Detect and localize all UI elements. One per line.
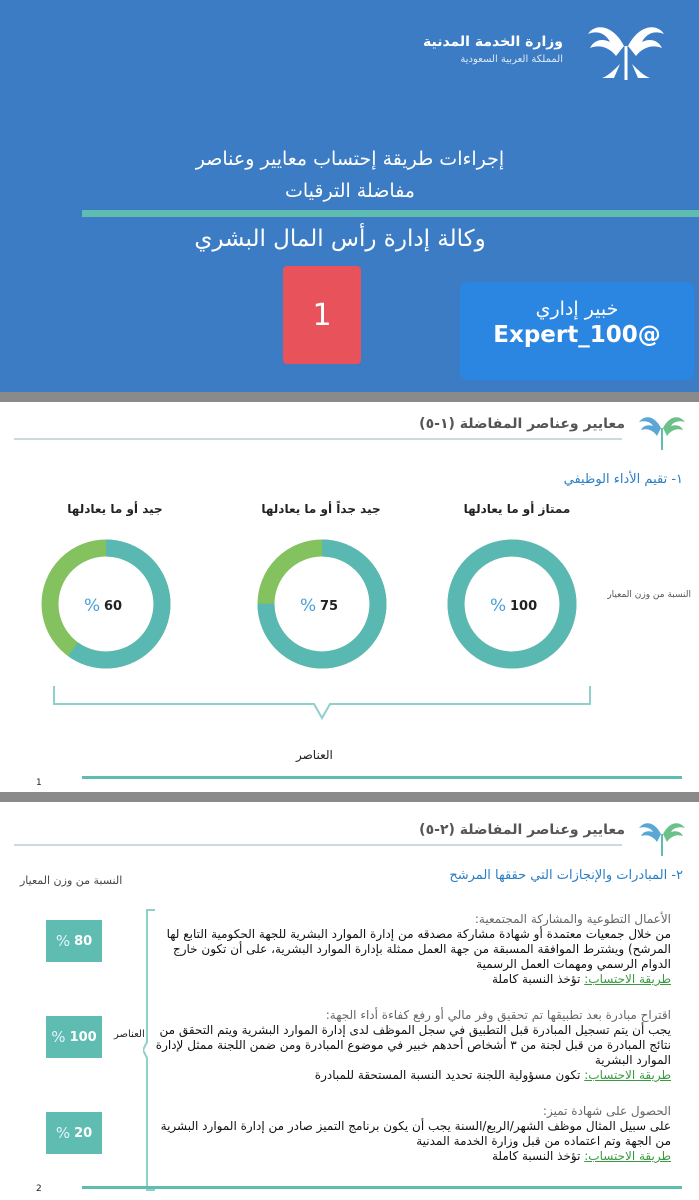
- slide-separator: [0, 392, 699, 402]
- donut-percent-symbol: %: [300, 596, 317, 616]
- percent-symbol: %: [55, 1124, 71, 1142]
- criterion-body: يجب أن يتم تسجيل المبادرة قبل التطبيق في سجل الموظف لدى إدارة الموارد البشرية ويتم التحقق من نتائج المبادرة من قبل لجنة من ٣ أشخاص أحدهم خبير في موضوع المبادرة ومن ضمن اللجنة ممثل لإدارة الموارد البشرية: [155, 1023, 671, 1067]
- bottom-accent-line: [82, 1186, 682, 1189]
- criterion-block: [143, 1008, 671, 1083]
- percent-value: 100: [69, 1029, 97, 1045]
- criterion-body: من خلال جمعيات معتمدة أو شهادة مشاركة مصدقه من إدارة الموارد البشرية للجهة الحكومية التابع لها المرشح) ويشترط الموافقة المسبقة من جهة العمل ممثلة بإدارة الموارد البشرية، على أن تكون خارج الدوام الرسمي ومهمات العمل الرسمية: [166, 927, 671, 971]
- page-number: 2: [36, 1184, 42, 1194]
- percent-box: [46, 920, 102, 962]
- percent-value: 80: [74, 933, 93, 949]
- criterion-body: على سبيل المثال موظف الشهر/الربع/السنة يجب أن يكون برنامج التميز صادر من إدارة الموارد البشرية من الجهة وتم اعتماده من قبل وزارة الخدمة المدنية: [160, 1119, 671, 1148]
- weight-axis-note: النسبة من وزن المعيار: [607, 590, 691, 600]
- cover-subtitle: وكالة إدارة رأس المال البشري: [194, 226, 486, 252]
- category-label: جيد جداً أو ما يعادلها: [261, 502, 381, 516]
- cover-title-line1: إجراءات طريقة إحتساب معايير وعناصر: [195, 148, 505, 170]
- donut-value-label: 100: [510, 599, 538, 614]
- criterion-block: [143, 912, 671, 987]
- method-label: طريقة الاحتساب:: [584, 1149, 671, 1163]
- criteria-slide-1: [0, 402, 699, 792]
- criterion-heading: الحصول على شهادة تميز:: [542, 1104, 671, 1118]
- expert-card: [460, 282, 694, 380]
- ministry-logo-small: [637, 410, 687, 452]
- donut-chart-very-good: [252, 534, 392, 674]
- method-text: تؤخذ النسبة كاملة: [491, 1149, 585, 1163]
- percent-symbol: %: [51, 1028, 66, 1046]
- slide-title: معايير وعناصر المفاضلة (٢-٥): [419, 822, 625, 838]
- ministry-logo: [584, 16, 668, 82]
- bottom-accent-line: [82, 776, 682, 779]
- org-subtitle: المملكة العربية السعودية: [460, 54, 563, 65]
- donut-percent-symbol: %: [490, 596, 507, 616]
- org-name: وزارة الخدمة المدنية: [422, 34, 563, 50]
- expert-handle: Expert_100@: [493, 322, 661, 348]
- percent-value: 20: [74, 1125, 93, 1141]
- cover-slide: [0, 0, 699, 392]
- elements-brace: [52, 684, 592, 724]
- cover-title-line2: مفاضلة الترقيات: [284, 180, 415, 202]
- method-text: تؤخذ النسبة كاملة: [491, 972, 585, 986]
- expert-role: خبير إداري: [535, 298, 619, 320]
- accent-divider: [82, 210, 699, 217]
- section-heading: ١- تقيم الأداء الوظيفي: [563, 472, 683, 487]
- page-number: 1: [36, 778, 42, 788]
- percent-box: [46, 1112, 102, 1154]
- slide-number: 1: [312, 297, 332, 333]
- criterion-heading: اقتراح مبادرة بعد تطبيقها تم تحقيق وفر مالي أو رفع كفاءة أداء الجهة:: [325, 1008, 671, 1022]
- percent-box: [46, 1016, 102, 1058]
- title-underline: [14, 438, 622, 440]
- method-label: طريقة الاحتساب:: [584, 972, 671, 986]
- donut-value-label: 75: [320, 599, 339, 614]
- slide-number-badge: [283, 266, 361, 364]
- elements-label: العناصر: [114, 1029, 145, 1040]
- category-label: جيد أو ما يعادلها: [67, 502, 163, 516]
- criteria-slide-2: [0, 802, 699, 1200]
- donut-chart-good: [36, 534, 176, 674]
- elements-label: العناصر: [296, 748, 333, 762]
- category-label: ممتاز أو ما يعادلها: [463, 502, 571, 516]
- title-underline: [14, 844, 622, 846]
- weight-axis-note: النسبة من وزن المعيار: [20, 874, 123, 887]
- ministry-logo-small: [637, 816, 687, 858]
- percent-symbol: %: [55, 932, 71, 950]
- donut-percent-symbol: %: [84, 596, 101, 616]
- slide-title: معايير وعناصر المفاضلة (١-٥): [419, 416, 625, 432]
- criterion-block: [143, 1104, 671, 1164]
- criterion-heading: الأعمال التطوعية والمشاركة المجتمعية:: [474, 912, 671, 926]
- donut-chart-excellent: [442, 534, 582, 674]
- donut-value-label: 60: [104, 599, 123, 614]
- method-text: تكون مسؤولية اللجنة تحديد النسبة المستحقة للمبادرة: [314, 1068, 585, 1082]
- slide-separator: [0, 792, 699, 802]
- method-label: طريقة الاحتساب:: [584, 1068, 671, 1082]
- section-heading: ٢- المبادرات والإنجازات التي حققها المرشح: [449, 868, 683, 883]
